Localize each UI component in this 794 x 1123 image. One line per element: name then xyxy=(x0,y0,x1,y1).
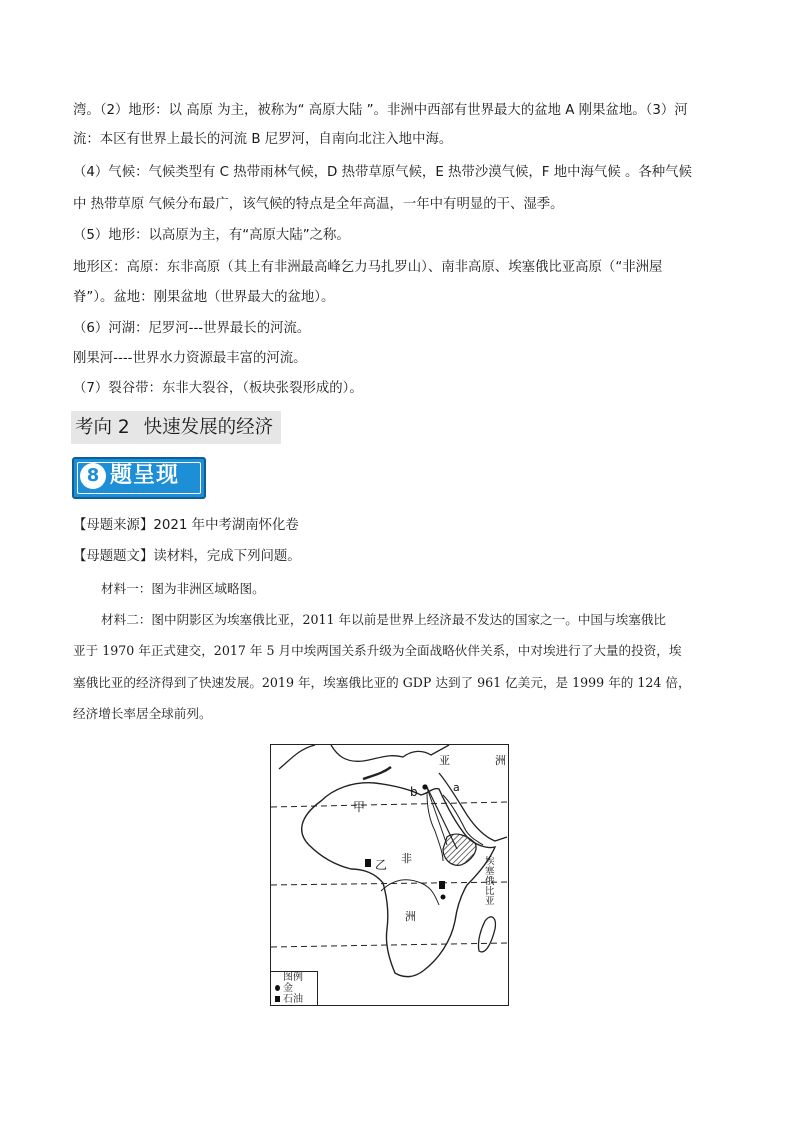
oil-symbol-icon xyxy=(275,996,280,1002)
text-line: （6）河湖：尼罗河---世界最长的河流。 xyxy=(73,321,311,336)
map-legend xyxy=(271,971,318,1006)
section-number: 考向 2 xyxy=(75,417,130,438)
section-title: 快速发展的经济 xyxy=(143,417,274,438)
question-prompt: 【母题题文】读材料，完成下列问题。 xyxy=(73,549,301,564)
question-badge xyxy=(72,457,206,499)
material-line: 塞俄比亚的经济得到了快速发展。2019 年，埃塞俄比亚的 GDP 达到了 961 亿美元，是 1999 年的 124 倍， xyxy=(73,675,691,690)
map-label-africa: 洲 xyxy=(405,910,416,923)
material-line: 材料一：图为非洲区域略图。 xyxy=(101,581,265,596)
gold-symbol-icon xyxy=(275,985,280,991)
africa-map xyxy=(270,744,509,1006)
question-source: 【母题来源】2021 年中考湖南怀化卷 xyxy=(73,518,299,533)
legend-title: 图例 xyxy=(283,972,303,983)
map-label-asia: 洲 xyxy=(495,754,506,767)
map-label-a: a xyxy=(453,781,460,794)
legend-oil: 石油 xyxy=(271,994,317,1005)
text-line: （5）地形：以高原为主，有“高原大陆”之称。 xyxy=(73,228,350,243)
text-line: 流：本区有世界上最长的河流 B 尼罗河，自南向北注入地中海。 xyxy=(73,132,453,147)
map-label-b: b xyxy=(410,785,418,799)
text-line: 湾。（2）地形：以 高原 为主，被称为“ 高原大陆 ”。非洲中西部有世界最大的盆地 A 刚果盆地。（3）河 xyxy=(73,103,688,118)
map-label-asia: 亚 xyxy=(439,754,450,767)
map-label-ethiopia: 埃塞俄比亚 xyxy=(485,856,495,907)
text-line: （7）裂谷带：东非大裂谷，（板块张裂形成的）。 xyxy=(73,381,363,396)
text-line: 地形区：高原：东非高原（其上有非洲最高峰乞力马扎罗山）、南非高原、埃塞俄比亚高原（“非洲屋 xyxy=(73,260,663,275)
map-label-jia: 甲 xyxy=(353,800,366,814)
text-line: 中 热带草原 气候分布最广，该气候的特点是全年高温，一年中有明显的干、湿季。 xyxy=(73,197,564,212)
material-line: 经济增长率居全球前列。 xyxy=(73,706,212,721)
map-label-yi: 乙 xyxy=(375,858,388,872)
badge-text: 题呈现 xyxy=(110,463,180,488)
text-line: （4）气候：气候类型有 C 热带雨林气候，D 热带草原气候，E 热带沙漠气候，F 地中海气候 。各种气候 xyxy=(73,165,692,180)
badge-number-icon: 8 xyxy=(80,463,106,489)
material-line: 亚于 1970 年正式建交，2017 年 5 月中埃两国关系升级为全面战略伙伴关系，中对埃进行了大量的投资，埃 xyxy=(73,643,682,658)
africa-map-drawing xyxy=(271,745,508,1005)
text-line: 刚果河----世界水力资源最丰富的河流。 xyxy=(73,351,307,366)
map-label-africa: 非 xyxy=(401,852,412,865)
legend-gold: 金 xyxy=(271,983,317,994)
material-line: 材料二：图中阴影区为埃塞俄比亚，2011 年以前是世界上经济最不发达的国家之一。中国与埃塞俄比 xyxy=(101,612,666,627)
text-line: 脊”）。盆地：刚果盆地（世界最大的盆地）。 xyxy=(73,290,335,305)
section-heading xyxy=(71,411,281,444)
